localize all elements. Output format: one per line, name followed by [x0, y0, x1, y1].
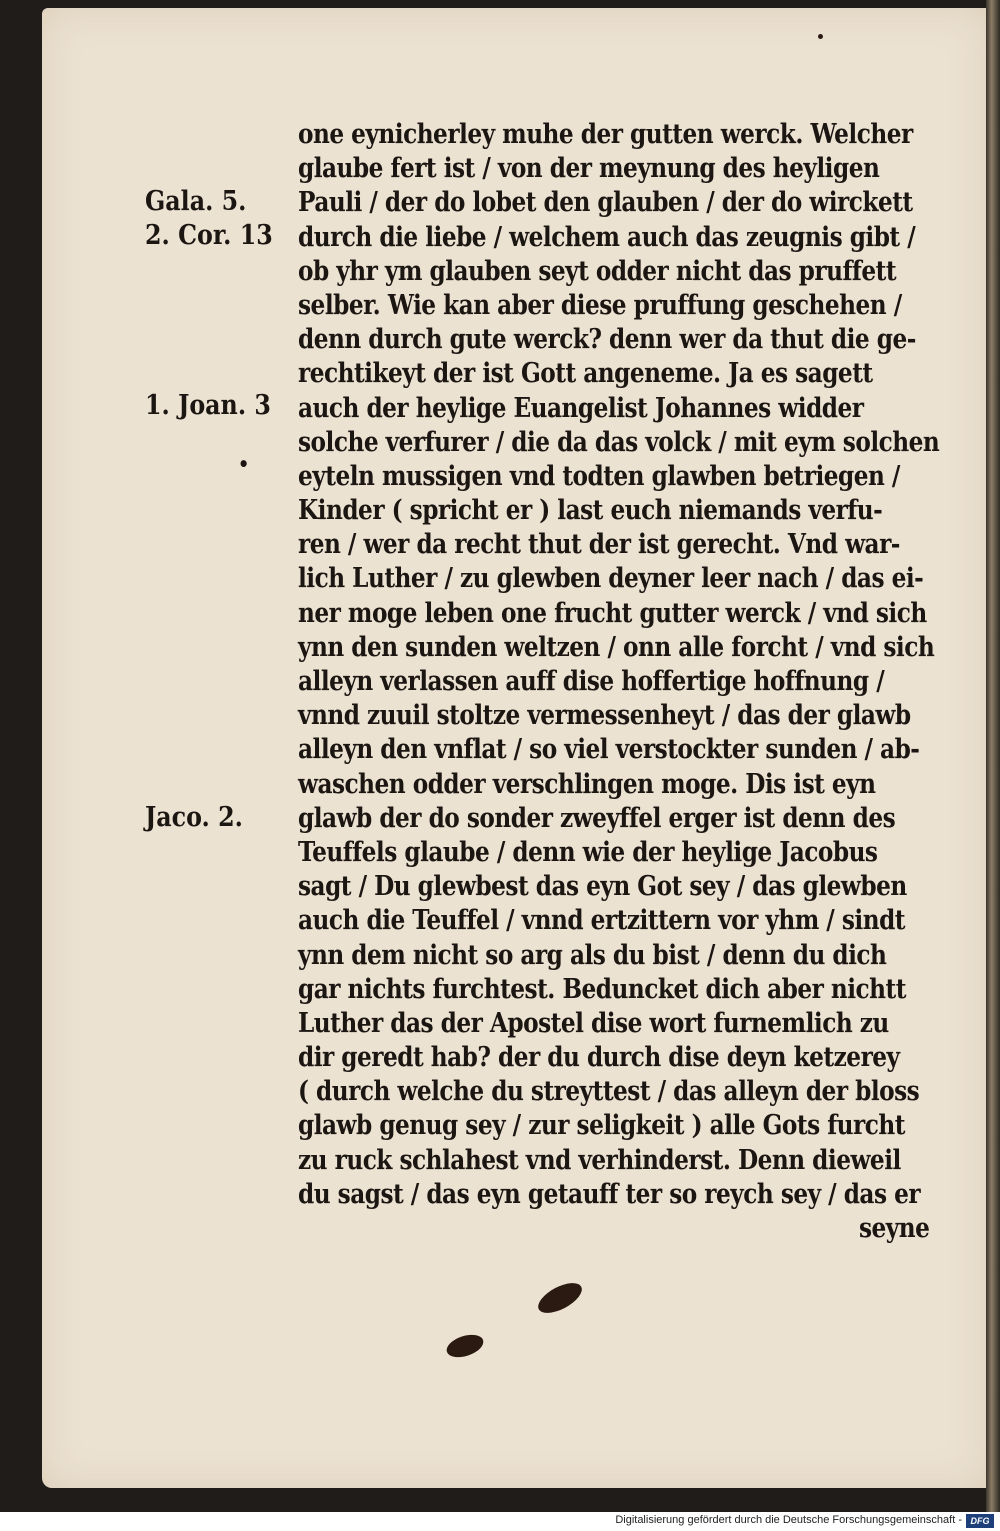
text-line: ren / wer da recht thut der ist gerecht. Vnd war- [298, 529, 900, 561]
margin-note-cor: 2. Cor. 13 [145, 220, 273, 251]
text-line: glawb genug sey / zur seligkeit ) alle Gots furcht [298, 1110, 905, 1142]
text-line: zu ruck schlahest vnd verhinderst. Denn dieweil [298, 1144, 901, 1176]
text-line: ob yhr ym glauben seyt odder nicht das pruffett [298, 255, 897, 287]
text-line: Luther das der Apostel dise wort furnemlich zu [298, 1007, 889, 1039]
funding-credit: Digitalisierung gefördert durch die Deutsche Forschungsgemeinschaft - [615, 1514, 962, 1526]
text-line: waschen odder verschlingen moge. Dis ist eyn [298, 768, 876, 800]
text-line: glaube fert ist / von der meynung des heyligen [298, 153, 880, 185]
text-line: one eynicherley muhe der gutten werck. Welcher [298, 119, 913, 150]
text-line: glawb der do sonder zweyffel erger ist denn des [298, 802, 896, 834]
text-line: alleyn den vnflat / so viel verstockter sunden / ab- [298, 734, 920, 766]
text-line: solche verfurer / die da das volck / mit eym solchen [298, 426, 940, 458]
body-text [298, 118, 938, 1246]
margin-note-gala: Gala. 5. [145, 186, 247, 217]
text-line: du sagst / das eyn getauff ter so reych sey / das er [298, 1178, 921, 1210]
margin-note-joan: 1. Joan. 3 [145, 390, 271, 421]
text-line: durch die liebe / welchem auch das zeugnis gibt / [298, 221, 916, 253]
text-line: Kinder ( spricht er ) last euch niemands verfu- [298, 495, 883, 527]
text-line: rechtikeyt der ist Gott angeneme. Ja es sagett [298, 358, 873, 390]
text-line: eyteln mussigen vnd todten glawben betriegen / [298, 460, 900, 492]
footer-bar [0, 1512, 1000, 1531]
text-line: selber. Wie kan aber diese pruffung geschehen / [298, 289, 902, 321]
text-line: auch der heylige Euangelist Johannes widder [298, 392, 864, 424]
catchword: seyne [858, 1213, 930, 1244]
text-line: alleyn verlassen auff dise hoffertige hoffnung / [298, 666, 885, 697]
text-line: ner moge leben one frucht gutter werck / vnd sich [298, 597, 927, 629]
text-line: denn durch gute werck? denn wer da thut die ge- [298, 324, 916, 356]
text-line: sagt / Du glewbest das eyn Got sey / das glewben [298, 871, 907, 903]
text-line: ynn dem nicht so arg als du bist / denn du dich [298, 939, 887, 971]
text-line: ynn den sunden weltzen / onn alle forcht / vnd sich [298, 631, 935, 663]
text-line: ( durch welche du streyttest / das alleyn der bloss [298, 1076, 920, 1108]
text-line: vnnd zuuil stoltze vermessenheyt / das der glawb [298, 700, 911, 732]
text-line: Teuffels glaube / denn wie der heylige Jacobus [298, 836, 878, 868]
text-line: lich Luther / zu glewben deyner leer nach / das ei- [298, 563, 924, 595]
text-line: Pauli / der do lobet den glauben / der do wirckett [298, 187, 913, 219]
ink-speck [818, 34, 823, 39]
text-line: gar nichts furchtest. Beduncket dich aber nichtt [298, 973, 906, 1005]
dfg-logo: DFG [966, 1514, 994, 1528]
text-line: dir geredt hab? der du durch dise deyn ketzerey [298, 1042, 900, 1074]
margin-note-dot: • [238, 452, 250, 476]
book-edge [986, 0, 1000, 1512]
text-line: auch die Teuffel / vnnd ertzittern vor yhm / sindt [298, 905, 906, 937]
margin-note-jaco: Jaco. 2. [145, 802, 243, 833]
